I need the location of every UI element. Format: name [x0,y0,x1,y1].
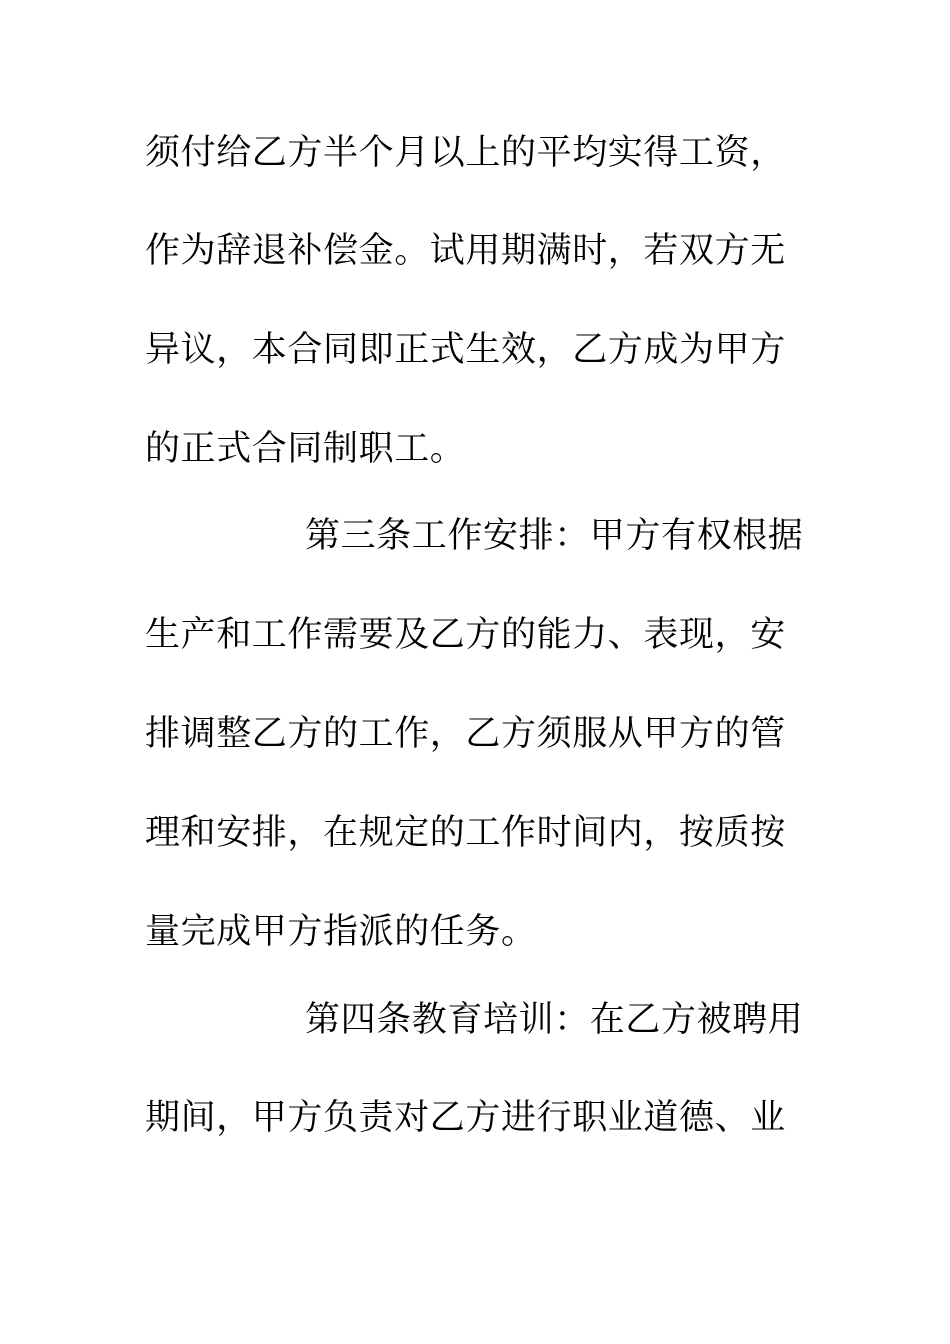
text-line-7: 排调整乙方的工作，乙方须服从甲方的管 [145,714,786,754]
text-line-3: 异议，本合同即正式生效，乙方成为甲方 [145,330,786,370]
text-line-8: 理和安排，在规定的工作时间内，按质按 [145,813,786,853]
text-line-2: 作为辞退补偿金。试用期满时，若双方无 [145,231,786,271]
article-4-heading-line: 第四条教育培训：在乙方被聘用 [305,1000,804,1040]
article-3-heading-line: 第三条工作安排：甲方有权根据 [305,516,804,556]
text-line-6: 生产和工作需要及乙方的能力、表现，安 [145,615,786,655]
text-line-9: 量完成甲方指派的任务。 [145,912,537,952]
text-line-11: 期间，甲方负责对乙方进行职业道德、业 [145,1098,786,1138]
text-line-4: 的正式合同制职工。 [145,429,466,469]
text-line-1: 须付给乙方半个月以上的平均实得工资， [145,133,786,173]
